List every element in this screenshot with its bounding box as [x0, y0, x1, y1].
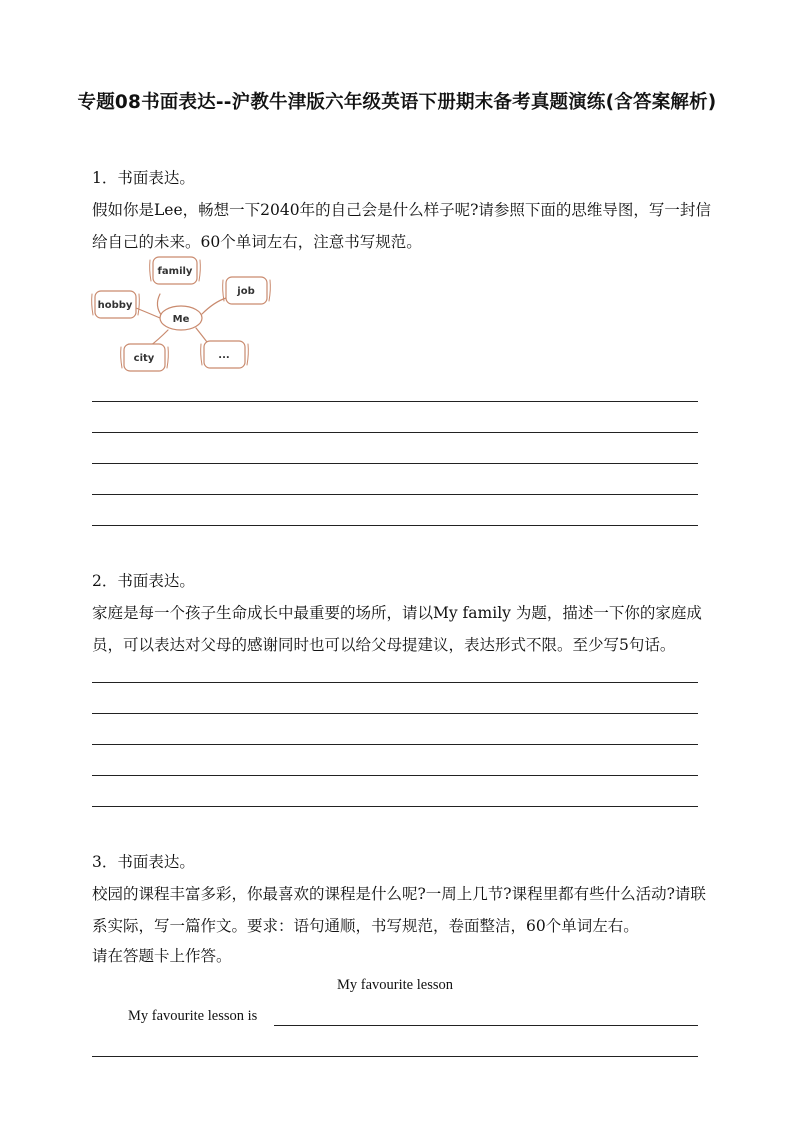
answer-line[interactable] [92, 1056, 698, 1057]
mind-map-diagram [88, 250, 278, 380]
q1-number: 1．书面表达。 [92, 169, 195, 187]
q3-prompt: 校园的课程丰富多彩，你最喜欢的课程是什么呢?一周上几节?课程里都有些什么活动?请联系实际，写一篇作文。要求：语句通顺，书写规范，卷面整洁，60个单词左右。 [92, 885, 706, 935]
answer-line[interactable] [92, 432, 698, 433]
answer-line[interactable] [274, 1025, 698, 1026]
mind-map-node-label: job [237, 286, 255, 297]
q3-number: 3．书面表达。 [92, 853, 195, 871]
answer-line[interactable] [92, 806, 698, 807]
mind-map-node-label: ... [218, 350, 230, 361]
answer-line[interactable] [92, 525, 698, 526]
q3-instruction: 请在答题卡上作答。 [92, 947, 232, 965]
q2-prompt: 家庭是每一个孩子生命成长中最重要的场所，请以My family 为题，描述一下你的家庭成员，可以表达对父母的感谢同时也可以给父母提建议，表达形式不限。至少写5句话。 [92, 604, 702, 654]
essay-start: My favourite lesson is [128, 1008, 258, 1024]
mind-map-node-label: family [157, 266, 193, 277]
mind-map-center-label: Me [172, 314, 190, 325]
page-title: 专题08书面表达--沪教牛津版六年级英语下册期末备考真题演练(含答案解析) [77, 92, 717, 113]
answer-line[interactable] [92, 401, 698, 402]
answer-line[interactable] [92, 494, 698, 495]
mind-map-node-label: hobby [97, 300, 133, 311]
answer-line[interactable] [92, 744, 698, 745]
q1-prompt: 假如你是Lee，畅想一下2040年的自己会是什么样子呢?请参照下面的思维导图，写一封信给自己的未来。60个单词左右，注意书写规范。 [92, 201, 711, 251]
mind-map-node-label: city [133, 353, 155, 364]
answer-line[interactable] [92, 775, 698, 776]
answer-line[interactable] [92, 713, 698, 714]
q2-number: 2．书面表达。 [92, 572, 195, 590]
answer-line[interactable] [92, 682, 698, 683]
essay-title: My favourite lesson [337, 977, 453, 993]
answer-line[interactable] [92, 463, 698, 464]
